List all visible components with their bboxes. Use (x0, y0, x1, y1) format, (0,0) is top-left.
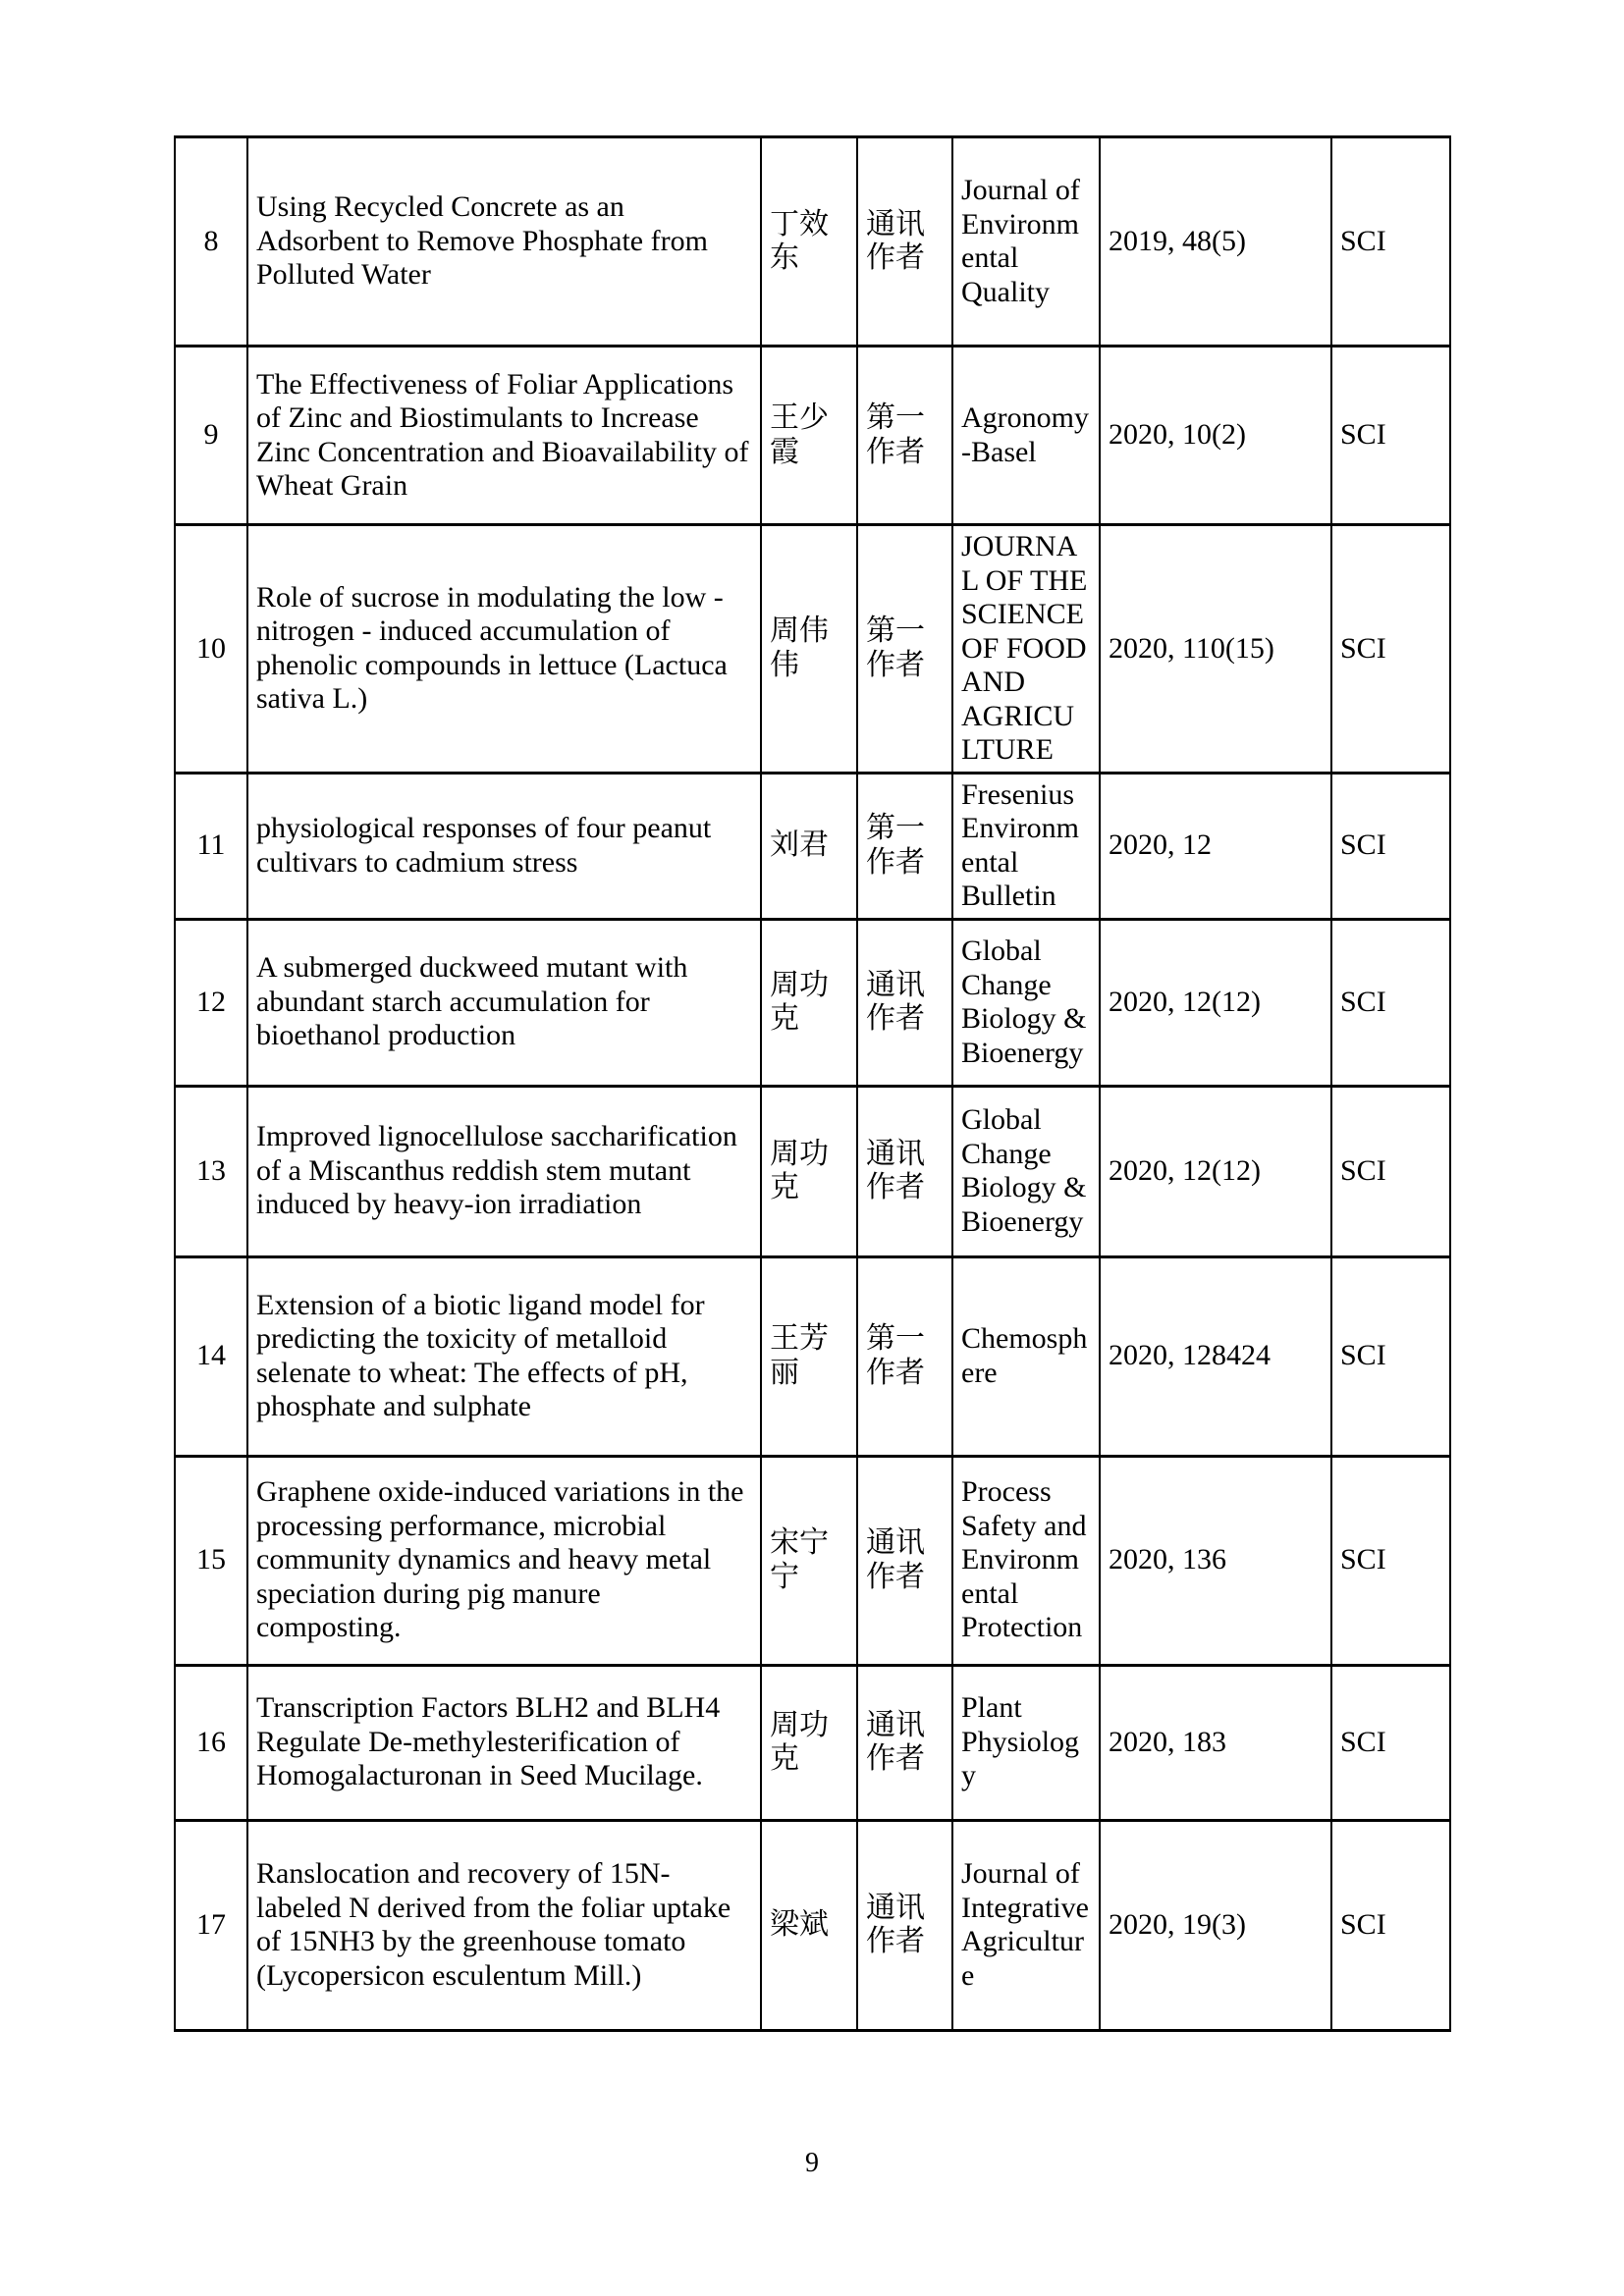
publications-table (174, 135, 1451, 2032)
cell-row-number: 15 (175, 1456, 247, 1665)
cell-author-role: 通讯作者 (857, 1456, 952, 1665)
cell-index-type: SCI (1331, 773, 1450, 919)
cell-row-number: 14 (175, 1256, 247, 1456)
cell-index-type: SCI (1331, 1256, 1450, 1456)
cell-paper-title: A submerged duckweed mutant with abundant starch accumulation for bioethanol production (247, 919, 761, 1086)
cell-year-volume: 2019, 48(5) (1100, 137, 1331, 347)
cell-year-volume: 2020, 128424 (1100, 1256, 1331, 1456)
cell-index-type: SCI (1331, 137, 1450, 347)
table-row (175, 1256, 1450, 1456)
cell-year-volume: 2020, 183 (1100, 1665, 1331, 1820)
table-row (175, 773, 1450, 919)
table-row (175, 1665, 1450, 1820)
cell-index-type: SCI (1331, 1456, 1450, 1665)
cell-year-volume: 2020, 12(12) (1100, 919, 1331, 1086)
page-number: 9 (805, 2147, 819, 2178)
cell-author-role: 通讯作者 (857, 1086, 952, 1256)
cell-row-number: 13 (175, 1086, 247, 1256)
table-row (175, 1456, 1450, 1665)
cell-author-role: 通讯作者 (857, 137, 952, 347)
cell-year-volume: 2020, 136 (1100, 1456, 1331, 1665)
table-row (175, 1086, 1450, 1256)
cell-year-volume: 2020, 110(15) (1100, 525, 1331, 774)
table-row (175, 137, 1450, 347)
cell-paper-title: Role of sucrose in modulating the low ‐ nitrogen ‐ induced accumulation of phenolic compounds in lettuce (Lactuca sativa L.) (247, 525, 761, 774)
cell-row-number: 9 (175, 347, 247, 525)
table-row (175, 1820, 1450, 2030)
cell-row-number: 12 (175, 919, 247, 1086)
cell-author-role: 第一作者 (857, 1256, 952, 1456)
cell-row-number: 10 (175, 525, 247, 774)
cell-journal-name: Chemosphere (952, 1256, 1100, 1456)
table-row (175, 525, 1450, 774)
cell-journal-name: Process Safety and Environmental Protection (952, 1456, 1100, 1665)
cell-journal-name: Journal of Integrative Agriculture (952, 1820, 1100, 2030)
cell-index-type: SCI (1331, 1820, 1450, 2030)
cell-paper-title: Using Recycled Concrete as an Adsorbent to Remove Phosphate from Polluted Water (247, 137, 761, 347)
cell-author-role: 通讯作者 (857, 919, 952, 1086)
cell-paper-title: Graphene oxide-induced variations in the processing performance, microbial community dynamics and heavy metal speciation during pig manure composting. (247, 1456, 761, 1665)
cell-author-name: 周功克 (761, 919, 857, 1086)
cell-index-type: SCI (1331, 1086, 1450, 1256)
cell-year-volume: 2020, 19(3) (1100, 1820, 1331, 2030)
cell-journal-name: Plant Physiology (952, 1665, 1100, 1820)
cell-paper-title: physiological responses of four peanut cultivars to cadmium stress (247, 773, 761, 919)
cell-index-type: SCI (1331, 919, 1450, 1086)
cell-row-number: 17 (175, 1820, 247, 2030)
cell-journal-name: Fresenius Environmental Bulletin (952, 773, 1100, 919)
cell-author-name: 周功克 (761, 1086, 857, 1256)
cell-index-type: SCI (1331, 347, 1450, 525)
cell-author-role: 第一作者 (857, 525, 952, 774)
cell-row-number: 11 (175, 773, 247, 919)
cell-paper-title: Extension of a biotic ligand model for predicting the toxicity of metalloid selenate to wheat: The effects of pH, phosphate and sulphate (247, 1256, 761, 1456)
cell-year-volume: 2020, 12(12) (1100, 1086, 1331, 1256)
cell-journal-name: Global Change Biology & Bioenergy (952, 1086, 1100, 1256)
cell-author-role: 第一作者 (857, 347, 952, 525)
cell-author-name: 刘君 (761, 773, 857, 919)
cell-author-name: 周伟伟 (761, 525, 857, 774)
table-row (175, 347, 1450, 525)
cell-index-type: SCI (1331, 1665, 1450, 1820)
cell-row-number: 8 (175, 137, 247, 347)
cell-author-role: 通讯作者 (857, 1820, 952, 2030)
cell-author-role: 通讯作者 (857, 1665, 952, 1820)
cell-row-number: 16 (175, 1665, 247, 1820)
cell-index-type: SCI (1331, 525, 1450, 774)
cell-journal-name: Journal of Environmental Quality (952, 137, 1100, 347)
cell-journal-name: Agronomy-Basel (952, 347, 1100, 525)
cell-journal-name: Global Change Biology & Bioenergy (952, 919, 1100, 1086)
cell-paper-title: Transcription Factors BLH2 and BLH4 Regulate De-methylesterification of Homogalacturonan in Seed Mucilage. (247, 1665, 761, 1820)
cell-author-name: 梁斌 (761, 1820, 857, 2030)
cell-author-name: 周功克 (761, 1665, 857, 1820)
cell-paper-title: Ranslocation and recovery of 15N-labeled N derived from the foliar uptake of 15NH3 by the greenhouse tomato (Lycopersicon esculentum Mill.) (247, 1820, 761, 2030)
cell-year-volume: 2020, 12 (1100, 773, 1331, 919)
cell-paper-title: The Effectiveness of Foliar Applications of Zinc and Biostimulants to Increase Zinc Concentration and Bioavailability of Wheat Grain (247, 347, 761, 525)
cell-author-name: 王少霞 (761, 347, 857, 525)
cell-author-role: 第一作者 (857, 773, 952, 919)
cell-author-name: 丁效东 (761, 137, 857, 347)
cell-paper-title: Improved lignocellulose saccharification of a Miscanthus reddish stem mutant induced by heavy-ion irradiation (247, 1086, 761, 1256)
publications-table-body (175, 137, 1450, 2031)
cell-author-name: 王芳丽 (761, 1256, 857, 1456)
cell-year-volume: 2020, 10(2) (1100, 347, 1331, 525)
cell-journal-name: JOURNAL OF THE SCIENCE OF FOOD AND AGRICULTURE (952, 525, 1100, 774)
table-row (175, 919, 1450, 1086)
cell-author-name: 宋宁宁 (761, 1456, 857, 1665)
